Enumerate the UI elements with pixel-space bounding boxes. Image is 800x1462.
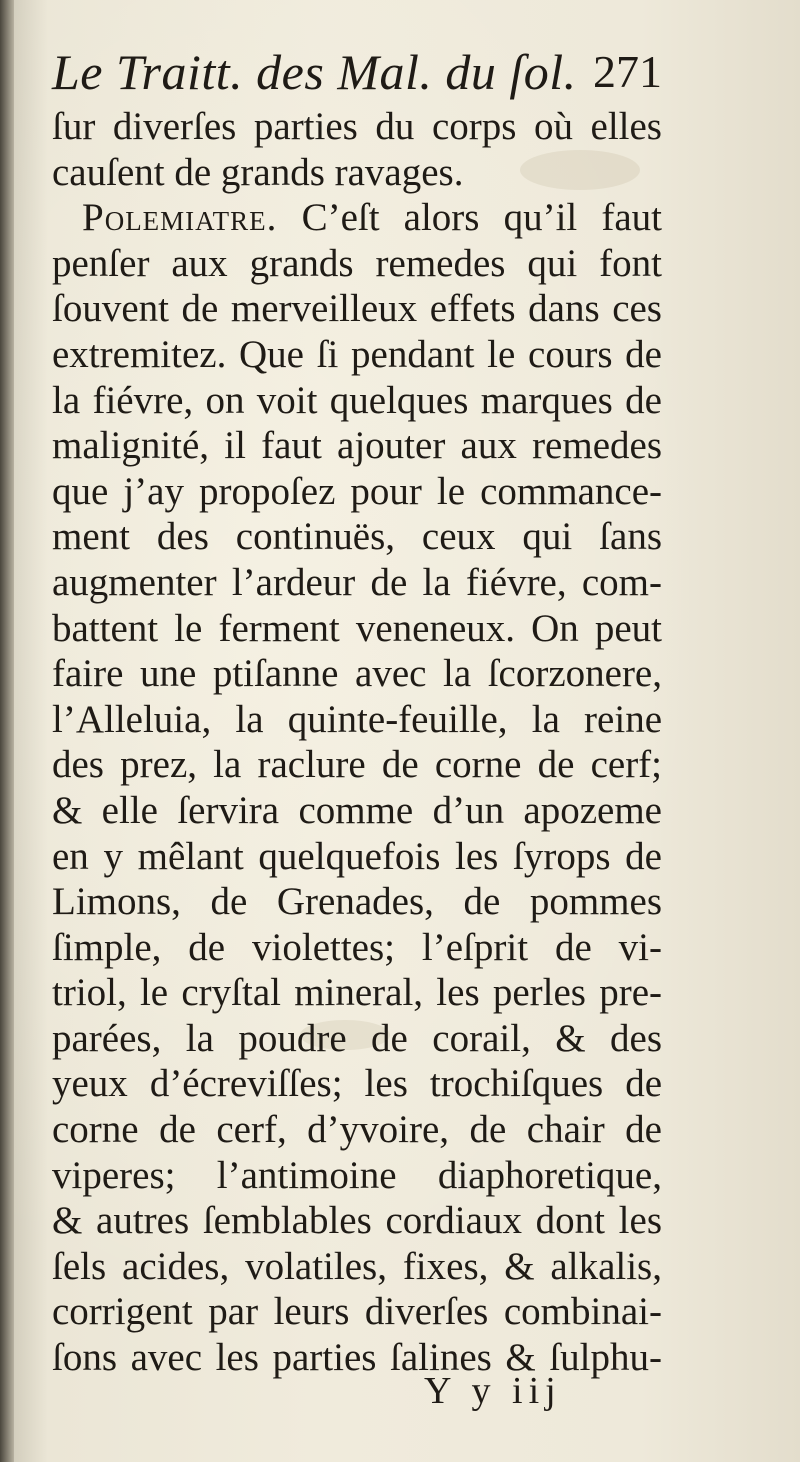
body-text (52, 104, 662, 1381)
text-line: C’eſt alors qu’il faut (301, 196, 662, 240)
speaker-line (52, 195, 662, 241)
text-line: que j’ay propoſez pour le commance- (52, 469, 662, 513)
text-line: corne de cerf, d’yvoire, de chair de (52, 1108, 662, 1152)
page-gutter-shadow (0, 0, 14, 1462)
text-line: ſimple, de violettes; l’eſprit de vi- (52, 925, 662, 969)
text-line: yeux d’écreviſſes; les trochiſques de (52, 1062, 662, 1106)
page-number: 271 (593, 46, 662, 97)
text-line: ſouvent de merveilleux effets dans ces (52, 287, 662, 331)
text-line: corrigent par leurs diverſes combinai- (52, 1290, 662, 1334)
text-line: Limons, de Grenades, de pommes (52, 880, 662, 924)
text-line: ſur diverſes parties du corps où elles (52, 105, 662, 148)
text-line: extremitez. Que ſi pendant le cours de (52, 332, 662, 376)
text-line: battent le ferment veneneux. On peut (52, 606, 662, 650)
text-line: ſons avec les parties ſalines & ſulphu- (52, 1336, 662, 1380)
text-line: ment des continuës, ceux qui ſans (52, 515, 662, 559)
text-line: & elle ſervira comme d’un apozeme (52, 788, 662, 832)
running-header (52, 40, 662, 104)
text-line: faire une ptiſanne avec la ſcorzonere, (52, 652, 662, 696)
text-line: cauſent de grands ravages. (52, 150, 464, 194)
text-line: ſels acides, volatiles, fixes, & alkalis, (52, 1244, 662, 1288)
text-line: penſer aux grands remedes qui font (52, 241, 662, 285)
text-line: & autres ſemblables cordiaux dont les (52, 1199, 662, 1243)
signature-mark: Y y iij (424, 1370, 562, 1412)
speaker-name: Polemiatre. (82, 196, 278, 240)
text-line: malignité, il faut ajouter aux remedes (52, 424, 662, 468)
text-line: en y mêlant quelquefois les ſyrops de (52, 834, 662, 878)
text-line: parées, la poudre de corail, & des (52, 1016, 662, 1060)
text-line: augmenter l’ardeur de la fiévre, com- (52, 560, 662, 604)
text-line: la fiévre, on voit quelques marques de (52, 378, 662, 422)
text-line: triol, le cryſtal mineral, les perles pre- (52, 971, 662, 1015)
text-line: l’Alleluia, la quinte-feuille, la reine (52, 697, 662, 741)
text-line: viperes; l’antimoine diaphoretique, (52, 1153, 662, 1197)
text-line: des prez, la raclure de corne de cerf; (52, 743, 662, 787)
running-title: Le Traitt. des Mal. du ſol. (52, 44, 577, 100)
